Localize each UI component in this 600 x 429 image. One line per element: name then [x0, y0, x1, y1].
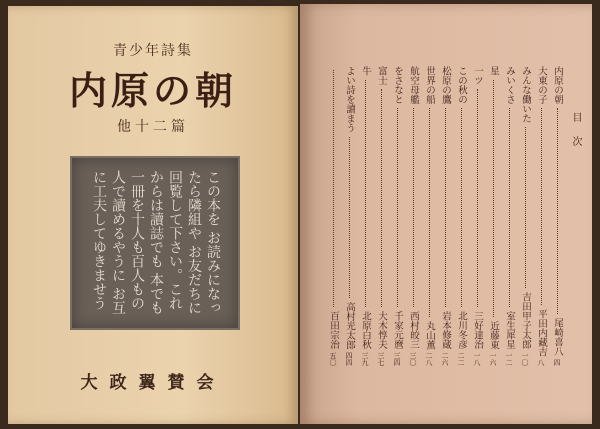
toc-entry-author: 千家元麿: [392, 311, 403, 349]
notice-box: [72, 158, 238, 328]
toc-entry-title: 内原の朝: [552, 66, 563, 104]
book-title: 内原の朝: [68, 68, 237, 113]
toc-entry: [406, 66, 420, 366]
toc-entry-author: 高村光太郎: [344, 301, 355, 349]
toc-entry: [358, 66, 372, 366]
toc-entry-page: 一八: [473, 352, 481, 366]
toc-leader-dots: [461, 108, 462, 307]
toc-entry-page: 二八: [425, 352, 433, 366]
toc-leader-dots: [493, 80, 494, 317]
toc-entry-page: 三九: [361, 352, 369, 366]
toc-entry-page: 二六: [441, 352, 449, 366]
toc-entry-page: 一二: [505, 352, 513, 366]
toc-entry-title: 航空母艦: [408, 66, 419, 104]
toc-entry: [454, 66, 468, 366]
toc-entry-title: 一ツ: [472, 66, 483, 85]
toc-entry: [470, 66, 484, 366]
toc-entry-author: 室生犀星: [504, 311, 515, 349]
toc-entry: [502, 66, 516, 366]
toc-entry: [550, 66, 564, 366]
toc-entry-title: をさなと: [392, 66, 403, 104]
toc-entry-title: 世界の船: [424, 66, 435, 104]
toc-entry-page: 一六: [489, 352, 497, 366]
toc-entry-title: みんな働いた: [520, 66, 531, 123]
toc-entry-title: 牛: [360, 66, 371, 76]
toc-leader-dots: [397, 108, 398, 307]
toc-entry-title: 星: [488, 66, 499, 76]
toc-entry-page: 四: [553, 359, 561, 366]
toc-entry: [390, 66, 404, 366]
toc-entry-author: 尾崎喜八: [552, 318, 563, 356]
toc-entry-page: 三〇: [409, 352, 417, 366]
toc-leader-dots: [349, 137, 350, 298]
toc-entry-page: 三七: [377, 352, 385, 366]
toc-entry: [438, 66, 452, 366]
toc-entry: [534, 66, 548, 366]
toc-entry-page: 三四: [393, 352, 401, 366]
toc-entry-page: 一〇: [521, 352, 529, 366]
toc-entry-title: 富士: [376, 66, 387, 85]
toc-entry: [326, 66, 340, 366]
toc-entry-author: 百田宗治: [328, 311, 339, 349]
toc-entry-title: 松原の鷹: [440, 66, 451, 104]
left-page: [8, 6, 298, 424]
toc-entry-author: 大木惇夫: [376, 311, 387, 349]
toc-leader-dots: [525, 127, 526, 288]
toc-entry-author: 丸山薫: [424, 320, 435, 349]
toc-entry-author: 北川冬彦: [456, 311, 467, 349]
toc-entry-author: 西村皎三: [408, 311, 419, 349]
toc-entry: [342, 66, 356, 366]
toc-entry-page: 四四: [345, 352, 353, 366]
toc-leader-dots: [509, 108, 510, 307]
toc-entry-page: 五〇: [329, 352, 337, 366]
extra-poems-note: 他十二篇: [117, 119, 189, 135]
toc-entry-author: 岩本修蔵: [440, 311, 451, 349]
toc-entry: [518, 66, 532, 366]
toc-entry-title: みいくさ: [504, 66, 515, 104]
toc-leader-dots: [365, 80, 366, 308]
toc-leader-dots: [333, 70, 334, 307]
toc-entry-author: 吉田甲子太郎: [520, 292, 531, 349]
notice-text: この本を お読みになったら隣組や お友だちに 回覧して下さい。これからは讀誌でも 本でも一冊を十人も百人もの人で讀めるやうに お互に工夫してゆきませう: [91, 170, 221, 315]
toc-leader-dots: [557, 108, 558, 314]
toc-entry-author: 平田内藏吉: [536, 308, 547, 356]
toc-leader-dots: [381, 89, 382, 307]
right-page: [300, 4, 592, 424]
toc-entry-page: 八: [537, 359, 545, 366]
toc-leader-dots: [541, 108, 542, 305]
toc-entry-title: 大東の子: [536, 66, 547, 104]
toc-leader-dots: [429, 108, 430, 317]
toc-entry: [374, 66, 388, 366]
toc-entry-author: 三好達治: [472, 311, 483, 349]
toc-entry-page: 二二: [457, 352, 465, 366]
toc-entry-author: 近藤東: [488, 320, 499, 349]
toc-entry-author: 北原白秋: [360, 311, 371, 349]
toc-entry: [422, 66, 436, 366]
toc-heading: 目次: [570, 112, 581, 160]
toc-leader-dots: [477, 89, 478, 307]
toc-entry: [486, 66, 500, 366]
toc-leader-dots: [445, 108, 446, 307]
toc-entry-title: よい詩を讀まう: [344, 66, 355, 133]
toc-entry-title: この秋の: [456, 66, 467, 104]
toc-leader-dots: [413, 108, 414, 307]
collection-subtitle: 青少年詩集: [113, 43, 193, 59]
publisher-name: 大政翼賛会: [80, 373, 226, 393]
